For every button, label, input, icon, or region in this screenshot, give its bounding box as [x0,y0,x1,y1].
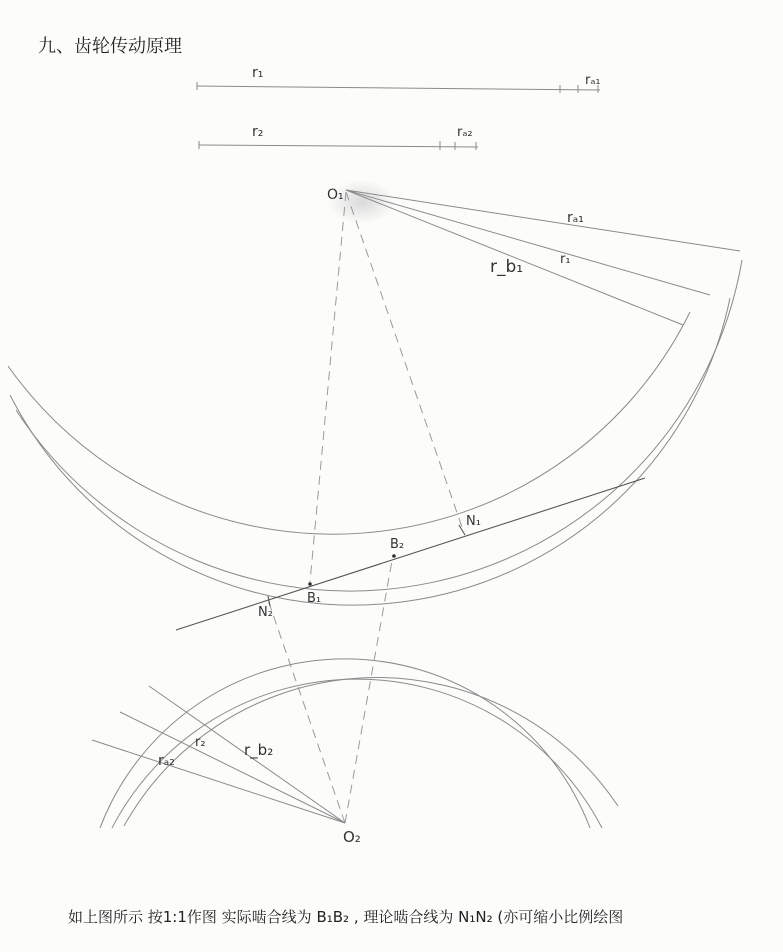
gear1-base-circle [8,312,690,534]
caption-text: 如上图所示 按1:1作图 实际啮合线为 B₁B₂ , 理论啮合线为 N₁N₂ (亦可缩小比例绘图 [68,908,624,926]
label-ra2: rₐ₂ [158,753,175,769]
point-B1 [308,582,312,586]
label-r2: r₂ [252,124,264,140]
construction-dashes [268,192,463,823]
dash-O2-B2 [345,555,393,823]
gear2-base-circle [100,659,590,828]
point-N1 [459,525,465,535]
label-O1: O₁ [327,187,344,203]
label-rb1: r_b₁ [490,257,524,277]
point-B2 [392,554,396,558]
label-O2: O₂ [343,828,361,846]
label-N2: N₂ [258,605,273,620]
gear2-pitch-circle [112,679,602,828]
page-title: 九、齿轮传动原理 [38,36,182,57]
scale-bar-r1 [197,65,601,93]
label-B2: B₂ [390,537,405,552]
label-r1: r₁ [252,65,264,81]
gear1-addendum-circle [16,260,742,591]
radius-ra2-line [92,740,345,823]
scale-line-r1 [197,86,600,90]
label-rb2: r_b₂ [244,741,274,759]
label-ra2-scale: rₐ₂ [457,125,473,140]
label-B1: B₁ [307,591,322,606]
scale-line-r2 [199,145,478,147]
line-of-action [176,478,645,630]
dash-O1-B1 [310,192,346,582]
dash-O2-N2 [268,600,345,823]
gear2-radii [92,686,361,846]
label-r2-line: r₂ [195,735,206,750]
dash-O1-N1 [346,192,463,530]
scale-bar-r2 [199,124,478,150]
label-ra1-scale: rₐ₁ [585,73,601,88]
point-marks [268,525,465,606]
gear1-circles [8,260,742,605]
radius-ra1-line [346,190,740,251]
label-N1: N₁ [466,514,481,529]
radius-r1-line [346,190,710,295]
gear1-pitch-circle [10,298,730,605]
gear1-radii [327,187,740,325]
label-r1-line: r₁ [560,252,571,267]
label-ra1: rₐ₁ [567,210,584,226]
